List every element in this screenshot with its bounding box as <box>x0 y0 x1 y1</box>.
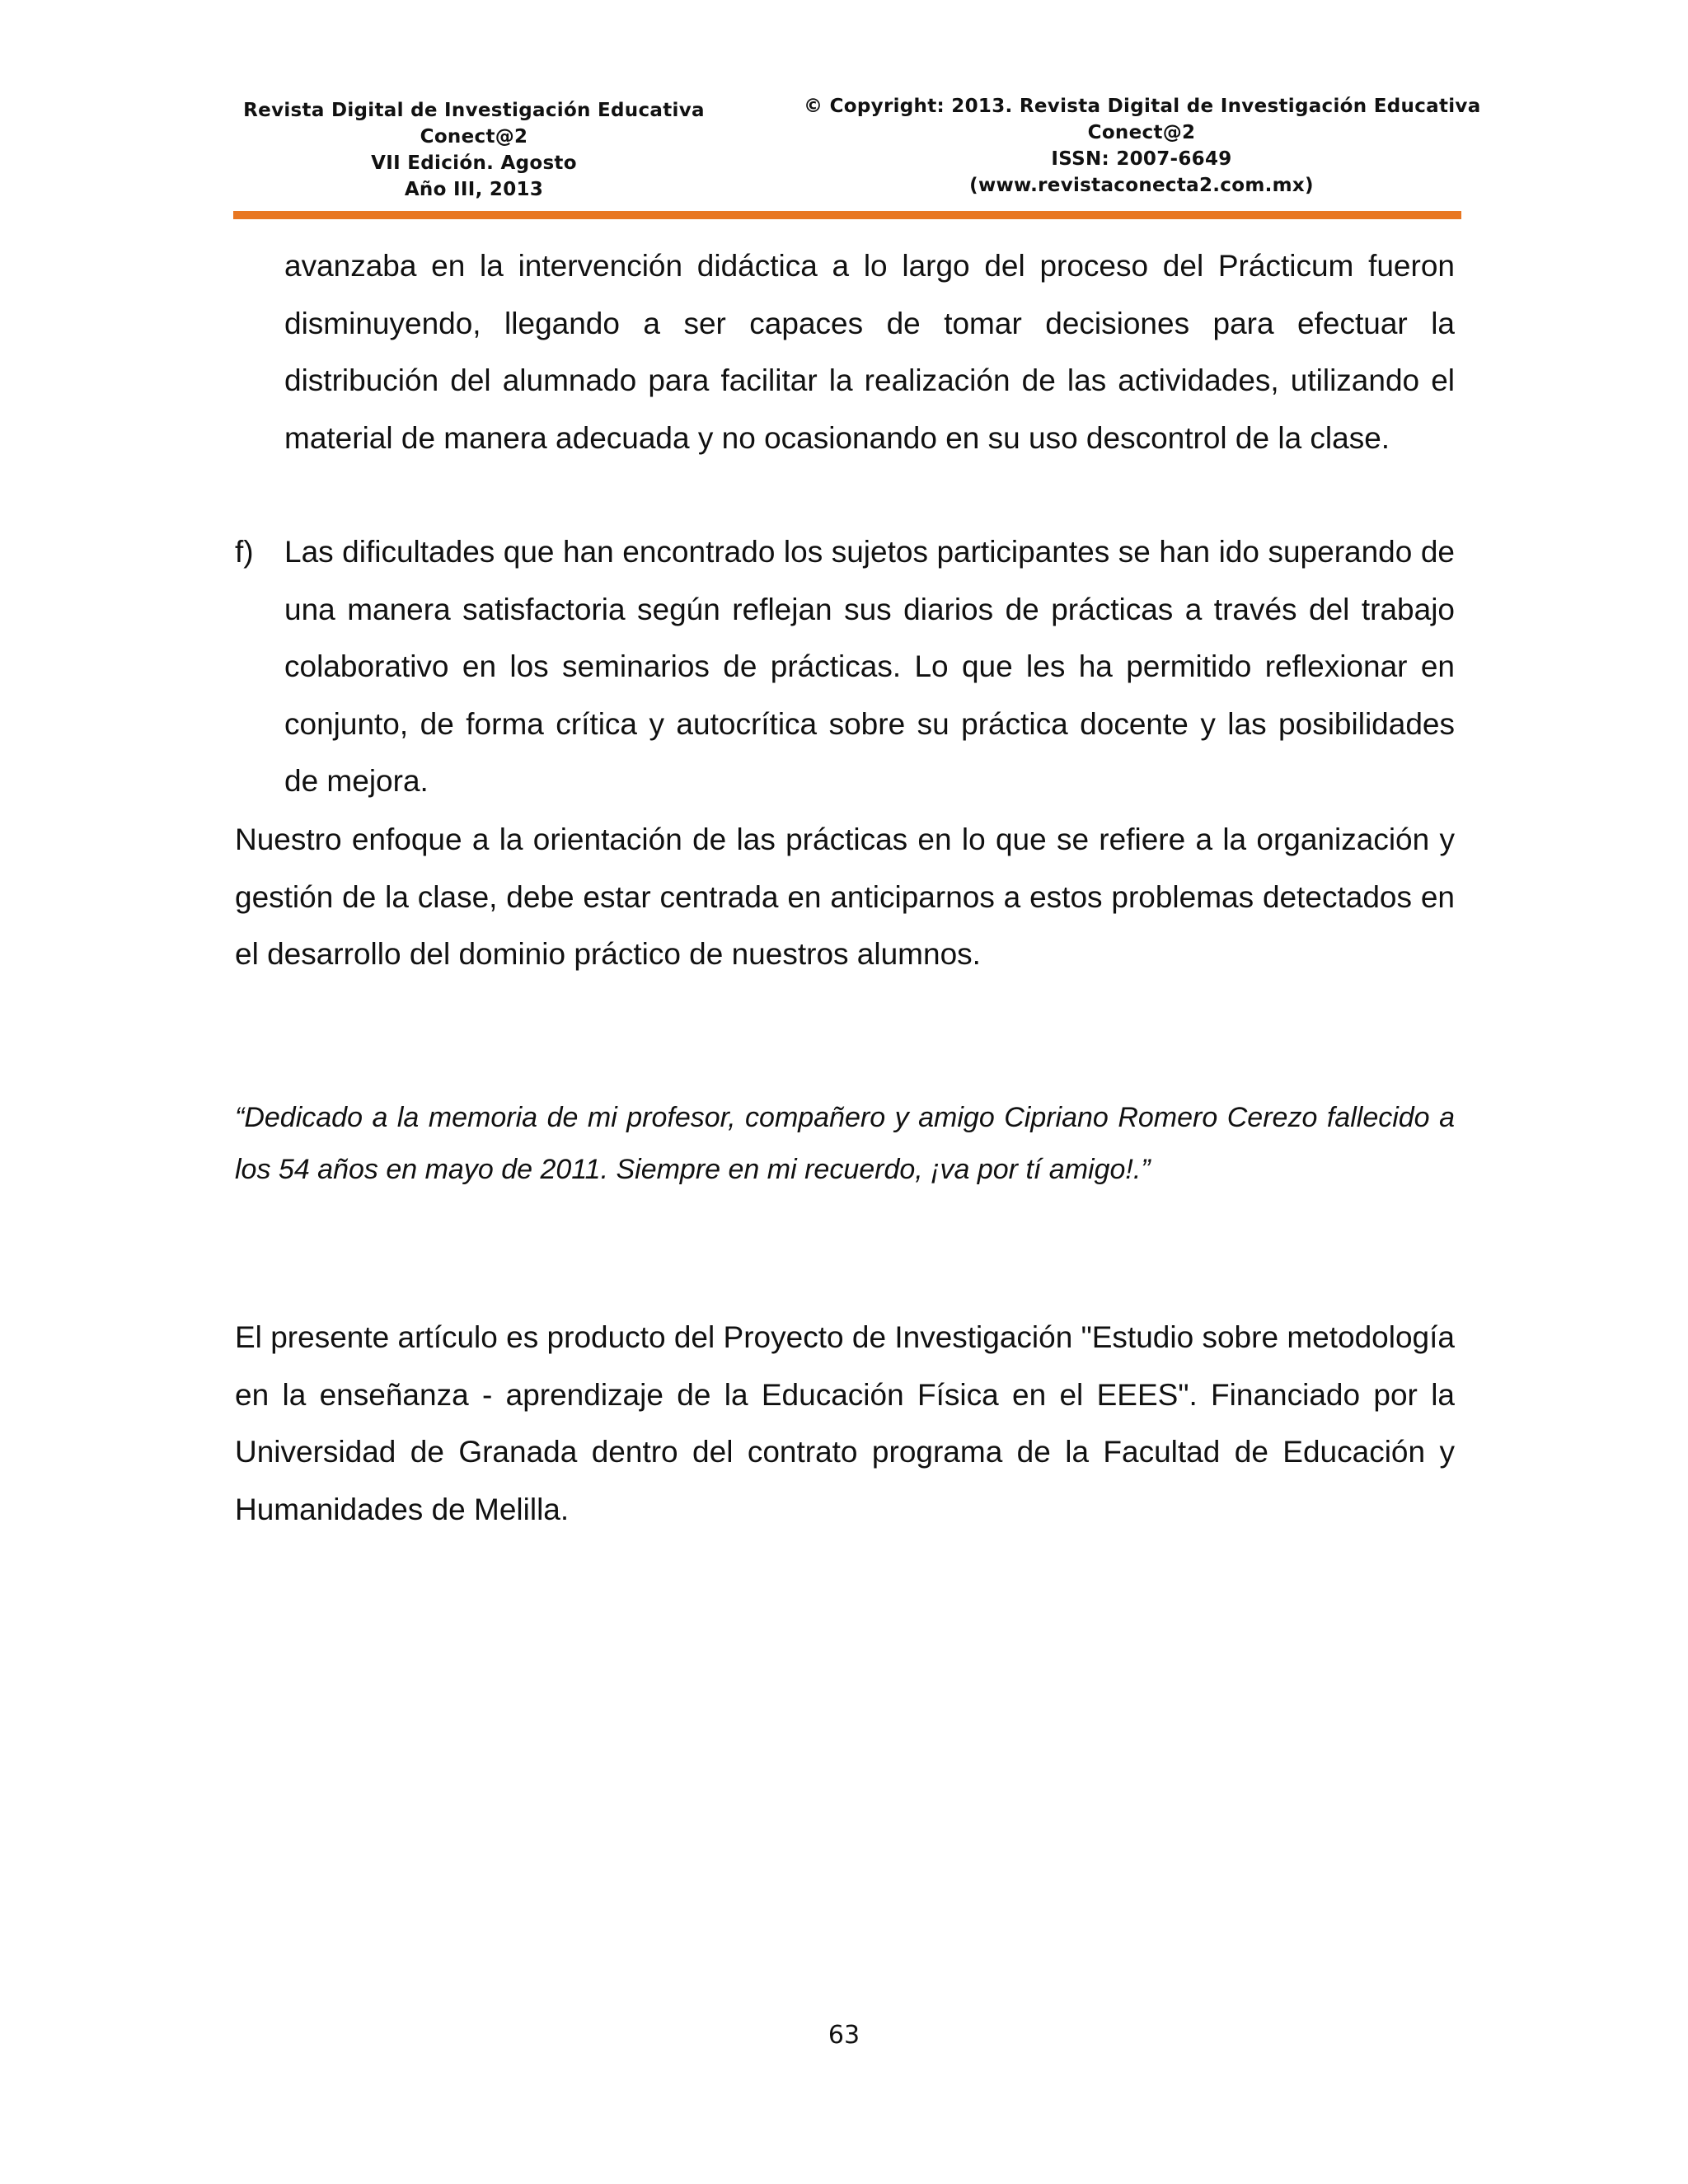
body-paragraph: Nuestro enfoque a la orientación de las prácticas en lo que se refiere a la organización y gestión de la clase, debe estar centrada en anticiparnos a estos problemas detectados en el desarrollo del dominio práctico de nuestros alumnos. <box>235 823 1455 971</box>
funding-paragraph: El presente artículo es producto del Proyecto de Investigación "Estudio sobre metodología en la enseñanza - aprendizaje de la Educación Física en el EEES". Financiado por la Universidad de Granada dentro del contrato programa de la Facultad de Educación y Humanidades de Melilla. <box>235 1320 1455 1526</box>
dedication-quote: “Dedicado a la memoria de mi profesor, compañero y amigo Cipriano Romero Cerezo fallecido a los 54 años en mayo de 2011. Siempre en mi recuerdo, ¡va por tí amigo!.” <box>235 1102 1455 1185</box>
edition: VII Edición. Agosto <box>371 152 577 174</box>
list-marker: f) <box>235 535 254 569</box>
journal-name: Revista Digital de Investigación Educativa <box>243 100 705 121</box>
journal-short-name-right: Conect@2 <box>1087 122 1196 143</box>
journal-short-name: Conect@2 <box>420 126 528 148</box>
copyright-notice: © Copyright: 2013. Revista Digital de Investigación Educativa <box>804 96 1481 117</box>
list-item-text: Las dificultades que han encontrado los sujetos participantes se han ido superando de una manera satisfactoria según reflejan sus diarios de prácticas a través del trabajo colaborativo en los seminarios de prácticas. Lo que les ha permitido reflexionar en conjunto, de forma crítica y autocrítica sobre su práctica docente y las posibilidades de mejora. <box>284 535 1455 798</box>
year: Año III, 2013 <box>404 179 544 200</box>
list-item-continuation: avanzaba en la intervención didáctica a lo largo del proceso del Prácticum fueron disminuyendo, llegando a ser capaces de tomar decisiones para efectuar la distribución del alumnado para facilitar la realización de las actividades, utilizando el material de manera adecuada y no ocasionando en su uso descontrol de la clase. <box>284 249 1455 455</box>
journal-header-left <box>235 97 713 203</box>
journal-url: (www.revistaconecta2.com.mx) <box>969 175 1314 196</box>
page-number: 63 <box>828 2021 860 2050</box>
header-divider <box>233 211 1461 219</box>
issn: ISSN: 2007-6649 <box>1051 148 1232 170</box>
journal-header-right <box>804 93 1479 199</box>
